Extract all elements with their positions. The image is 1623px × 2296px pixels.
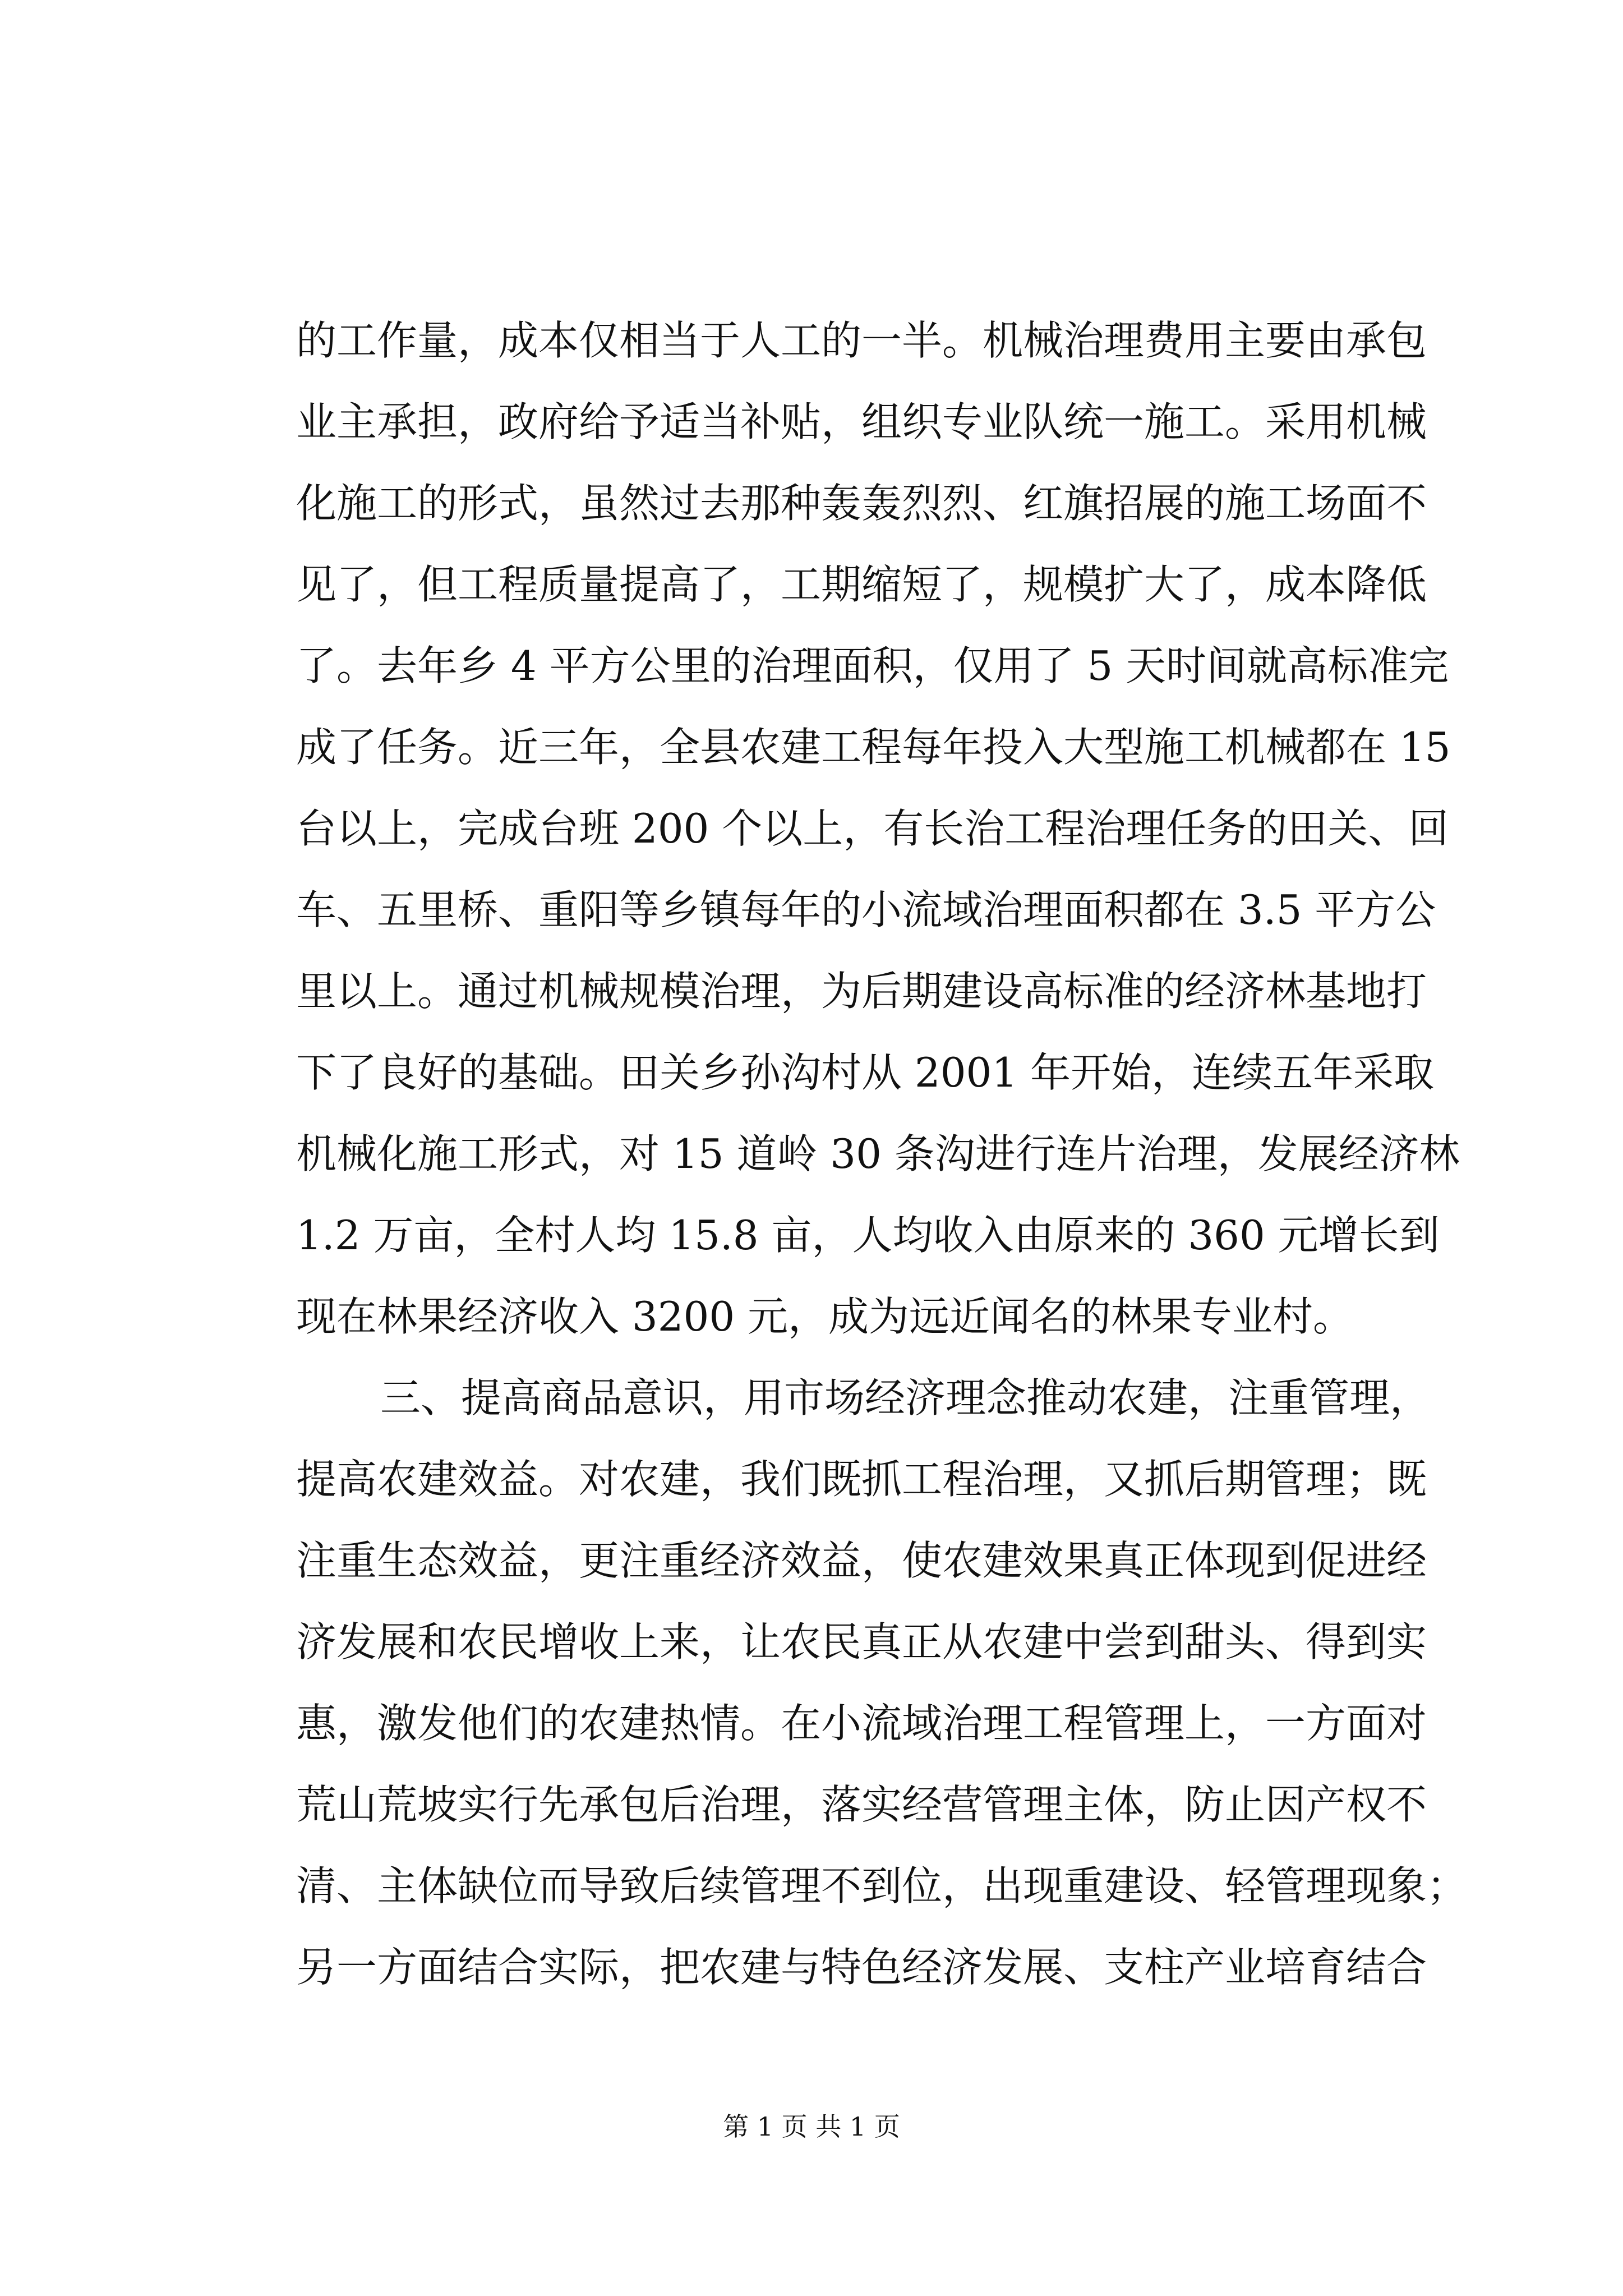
text-line: 成了任务。近三年，全县农建工程每年投入大型施工机械都在 15 — [296, 724, 1451, 771]
text-line: 提高农建效益。对农建，我们既抓工程治理，又抓后期管理；既 — [296, 1456, 1427, 1503]
text-line: 业主承担，政府给予适当补贴，组织专业队统一施工。采用机械 — [296, 398, 1427, 445]
text-line: 里以上。通过机械规模治理，为后期建设高标准的经济林基地打 — [296, 968, 1427, 1015]
text-line: 下了良好的基础。田关乡孙沟村从 2001 年开始，连续五年采取 — [296, 1049, 1435, 1096]
page-number-footer: 第 1 页 共 1 页 — [723, 2111, 900, 2142]
text-line: 了。去年乡 4 平方公里的治理面积，仅用了 5 天时间就高标准完 — [296, 642, 1449, 689]
text-line: 见了，但工程质量提高了，工期缩短了，规模扩大了，成本降低 — [296, 561, 1427, 608]
text-line: 注重生态效益，更注重经济效益，使农建效果真正体现到促进经 — [296, 1537, 1427, 1584]
text-line: 另一方面结合实际，把农建与特色经济发展、支柱产业培育结合 — [296, 1944, 1427, 1991]
text-line: 机械化施工形式，对 15 道岭 30 条沟进行连片治理，发展经济林 — [296, 1130, 1460, 1177]
text-line: 济发展和农民增收上来，让农民真正从农建中尝到甜头、得到实 — [296, 1618, 1427, 1665]
text-line: 荒山荒坡实行先承包后治理，落实经营管理主体，防止因产权不 — [296, 1781, 1427, 1828]
text-line: 车、五里桥、重阳等乡镇每年的小流域治理面积都在 3.5 平方公 — [296, 886, 1436, 933]
text-line: 的工作量，成本仅相当于人工的一半。机械治理费用主要由承包 — [296, 317, 1427, 364]
text-line: 化施工的形式，虽然过去那种轰轰烈烈、红旗招展的施工场面不 — [296, 480, 1427, 527]
body-text — [296, 300, 1468, 2008]
text-line: 惠，激发他们的农建热情。在小流域治理工程管理上，一方面对 — [296, 1700, 1427, 1747]
text-line: 清、主体缺位而导致后续管理不到位，出现重建设、轻管理现象； — [296, 1862, 1468, 1910]
text-line: 现在林果经济收入 3200 元，成为远近闻名的林果专业村。 — [296, 1293, 1354, 1340]
text-line: 1.2 万亩，全村人均 15.8 亩，人均收入由原来的 360 元增长到 — [296, 1212, 1440, 1259]
paragraph-first-line: 三、提高商品意识，用市场经济理念推动农建，注重管理， — [380, 1374, 1431, 1421]
text-line: 台以上，完成台班 200 个以上，有长治工程治理任务的田关、回 — [296, 805, 1449, 852]
